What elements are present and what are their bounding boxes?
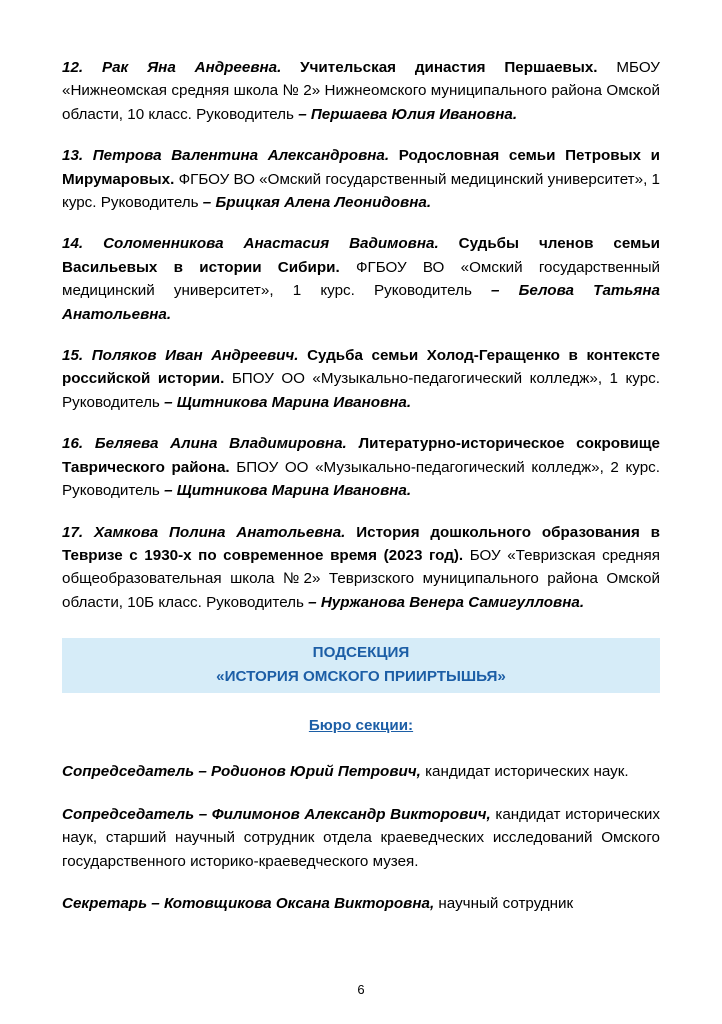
- report-title: Родословная семьи Петровых и Мирумаровых.: [62, 147, 660, 188]
- list-item: [62, 344, 660, 414]
- entry-number: 12.: [62, 59, 84, 76]
- author-name: Соломенникова Анастасия Вадимовна.: [103, 235, 439, 253]
- author-name: Рак Яна Андреевна.: [101, 59, 282, 76]
- organization: МБОУ «Нижнеомская средняя школа № 2» Нижнеомского муниципального района Омской области, 10 класс. Руководитель: [62, 59, 660, 123]
- author-name: Петрова Валентина Александровна.: [92, 147, 390, 165]
- member-description: кандидат исторических наук, старший научный сотрудник отдела краеведческих исследований Омского государственного историко-краеведческого музея.: [62, 805, 660, 870]
- bureau-member: [62, 803, 660, 873]
- member-role: Сопредседатель – Родионов Юрий Петрович,: [62, 763, 421, 781]
- page-number: 6: [357, 982, 365, 997]
- supervisor: – Белова Татьяна Анатольевна.: [62, 282, 660, 323]
- organization: ФГБОУ ВО «Омский государственный медицинский университет», 1 курс. Руководитель: [62, 170, 660, 212]
- member-description: кандидат исторических наук.: [425, 763, 629, 781]
- author-name: Поляков Иван Андреевич.: [91, 347, 299, 365]
- supervisor: – Нуржанова Венера Самигулловна.: [308, 593, 585, 611]
- entry-number: 16.: [62, 435, 84, 453]
- list-item: [62, 56, 660, 126]
- author-name: Хамкова Полина Анатольевна.: [93, 523, 346, 541]
- report-title: Литературно-историческое сокровище Таврического района.: [62, 435, 660, 476]
- subsection-label: ПОДСЕКЦИЯ: [312, 644, 410, 662]
- report-title: Судьбы членов семьи Васильевых в истории Сибири.: [62, 235, 660, 276]
- organization: БОУ «Тевризская средняя общеобразовательная школа №2» Тевризского муниципального района Омской области, 10Б класс. Руководитель: [62, 546, 660, 611]
- supervisor: – Брицкая Алена Леонидовна.: [202, 194, 432, 212]
- member-role: Секретарь – Котовщикова Оксана Викторовна,: [62, 894, 435, 912]
- report-title: Судьба семьи Холод-Геращенко в контексте российской истории.: [62, 347, 660, 388]
- entry-number: 14.: [62, 235, 84, 253]
- supervisor: – Щитникова Марина Ивановна.: [164, 393, 412, 411]
- organization: ФГБОУ ВО «Омский государственный медицинский университет», 1 курс. Руководитель: [62, 258, 660, 300]
- list-item: [62, 521, 660, 615]
- member-role: Сопредседатель – Филимонов Александр Викторович,: [62, 805, 491, 823]
- author-name: Беляева Алина Владимировна.: [94, 435, 347, 453]
- member-description: научный сотрудник: [438, 894, 574, 912]
- organization: БПОУ ОО «Музыкально-педагогический колледж», 1 курс. Руководитель: [62, 370, 660, 411]
- entry-number: 17.: [62, 523, 84, 541]
- supervisor: – Першаева Юлия Ивановна.: [298, 105, 518, 123]
- report-title: История дошкольного образования в Тевризе с 1930-х по современное время (2023 год).: [62, 523, 660, 564]
- list-item: [62, 432, 660, 502]
- bureau-member: [62, 892, 660, 915]
- list-item: [62, 144, 660, 214]
- organization: БПОУ ОО «Музыкально-педагогический колледж», 2 курс. Руководитель: [62, 458, 660, 500]
- entry-number: 15.: [62, 347, 84, 365]
- document-page: [62, 56, 660, 934]
- supervisor: – Щитникова Марина Ивановна.: [164, 482, 412, 500]
- bureau-heading: Бюро секции:: [308, 717, 414, 735]
- list-item: [62, 232, 660, 326]
- report-title: Учительская династия Першаевых.: [300, 59, 598, 76]
- subsection-title: «ИСТОРИЯ ОМСКОГО ПРИИРТЫШЬЯ»: [216, 667, 506, 685]
- bureau-member: [62, 760, 660, 783]
- entry-number: 13.: [62, 147, 84, 165]
- subsection-header: [62, 638, 660, 693]
